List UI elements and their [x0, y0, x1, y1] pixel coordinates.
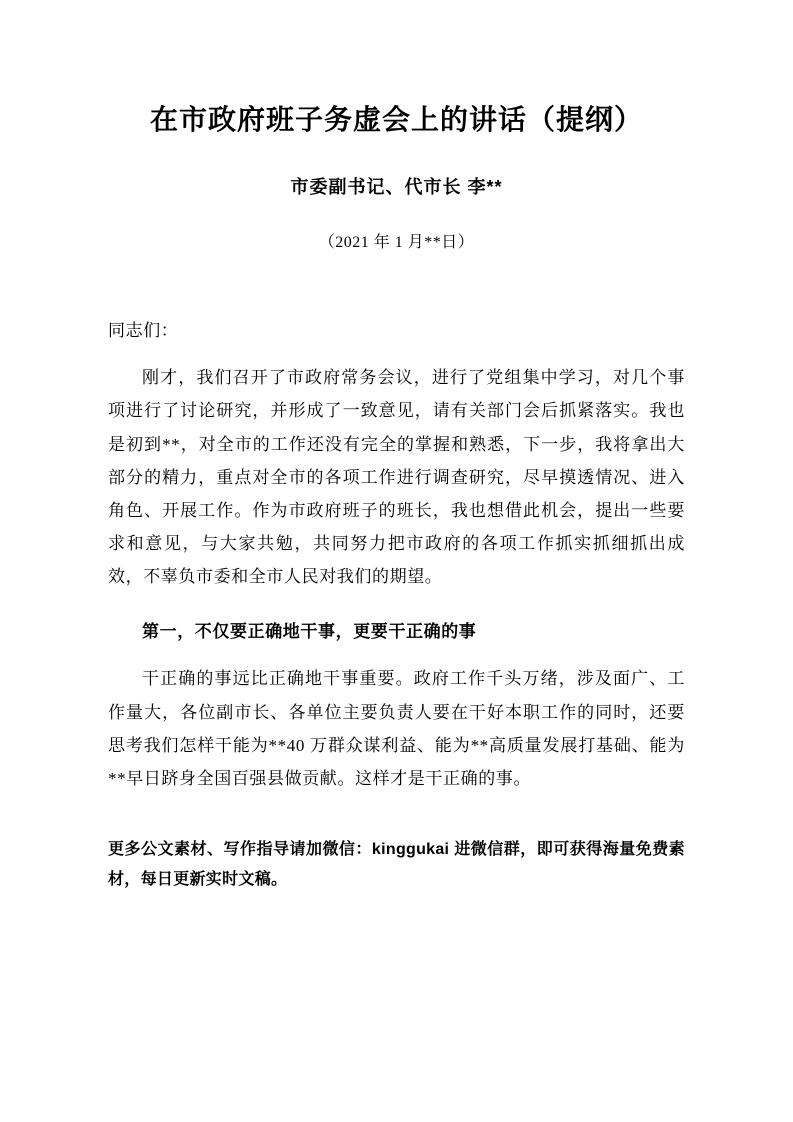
- salutation: 同志们：: [108, 321, 179, 341]
- section-heading-1: 第一，不仅要正确地干事，更要干正确的事: [142, 622, 477, 642]
- page-title: 在市政府班子务虚会上的讲话（提纲）: [149, 104, 643, 135]
- document-date: （2021 年 1 月**日）: [318, 234, 475, 252]
- promo-note: 更多公文素材、写作指导请加微信：kinggukai 进微信群，即可获得海量免费素材，每日更新实时文稿。: [108, 841, 685, 889]
- body-paragraph-1: 刚才，我们召开了市政府常务会议，进行了党组集中学习，对几个事项进行了讨论研究，并形成了一致意见，请有关部门会后抓紧落实。我也是初到**，对全市的工作还没有完全的掌握和熟悉，下一步，我将拿出大部分的精力，重点对全市的各项工作进行调查研究，尽早摸透情况、进入角色、开展工作。作为市政府班子的班长，我也想借此机会，提出一些要求和意见，与大家共勉，共同努力把市政府的各项工作抓实抓细抓出成效，不辜负市委和全市人民对我们的期望。: [108, 368, 685, 587]
- section-1-paragraph: 干正确的事远比正确地干事重要。政府工作千头万绪，涉及面广、工作量大，各位副市长、各单位主要负责人要在干好本职工作的同时，还要思考我们怎样干能为**40 万群众谋利益、能为**高质量发展打基础、能为**早日跻身全国百强县做贡献。这样才是干正确的事。: [108, 669, 685, 788]
- document-byline: 市委副书记、代市长 李**: [290, 177, 503, 198]
